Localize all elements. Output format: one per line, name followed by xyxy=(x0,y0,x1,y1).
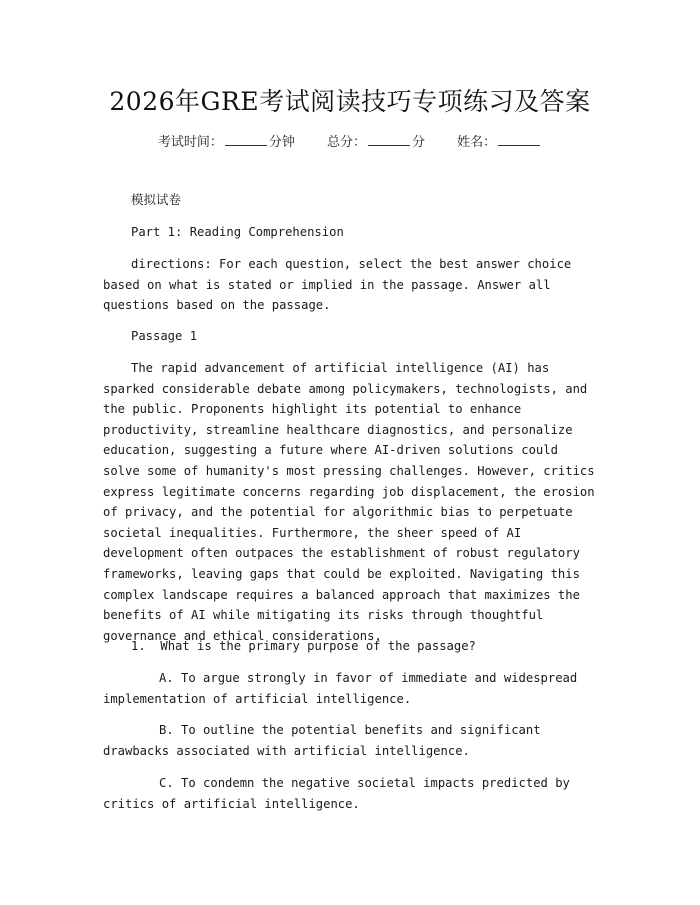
exam-time-blank xyxy=(225,133,267,146)
question-number: 1. xyxy=(131,639,146,653)
answer-option-c: C. To condemn the negative societal impacts predicted by critics of artificial intelligence. xyxy=(103,776,570,811)
name-label: 姓名： xyxy=(457,135,497,150)
document-title: 2026年GRE考试阅读技巧专项练习及答案 xyxy=(109,87,591,116)
exam-time-unit: 分钟 xyxy=(268,135,295,150)
question-text: What is the primary purpose of the passage? xyxy=(160,639,476,653)
section-title: 模拟试卷 xyxy=(131,192,182,207)
total-score-label: 总分： xyxy=(326,135,366,150)
passage-title: Passage 1 xyxy=(131,329,198,343)
answer-option-a: A. To argue strongly in favor of immediate and widespread implementation of artificial intelligence. xyxy=(103,671,578,706)
passage-paragraph: The rapid advancement of artificial intelligence (AI) has sparked considerable debate among policymakers, technologists, and the public. Proponents highlight its potential to enhance productivity, streamline healthcare diagnostics, and personalize education, suggesting a future where AI-driven solutions could solve some of humanity's most pressing challenges. However, critics express legitimate concerns regarding job displacement, the erosion of privacy, and the potential for algorithmic bias to perpetuate societal inequalities. Furthermore, the sheer speed of AI development often outpaces the establishment of robust regulatory frameworks, leaving gaps that could be exploited. Navigating this complex landscape requires a balanced approach that maximizes the benefits of AI while mitigating its risks through thoughtful governance and ethical considerations. xyxy=(103,361,595,643)
part-title: Part 1: Reading Comprehension xyxy=(131,225,344,239)
directions-paragraph: directions: For each question, select the best answer choice based on what is stated or implied in the passage. Answer all questions based on the passage. xyxy=(103,257,572,313)
answer-option-b: B. To outline the potential benefits and significant drawbacks associated with artificial intelligence. xyxy=(103,723,541,758)
total-score-blank xyxy=(368,133,410,146)
exam-time-label: 考试时间： xyxy=(157,135,223,150)
exam-info-header xyxy=(0,131,700,150)
name-field xyxy=(457,131,542,150)
name-blank xyxy=(498,133,540,146)
total-score-field xyxy=(327,131,425,150)
total-score-unit: 分 xyxy=(412,135,426,150)
exam-time-field xyxy=(158,131,295,150)
question-item xyxy=(103,636,598,657)
